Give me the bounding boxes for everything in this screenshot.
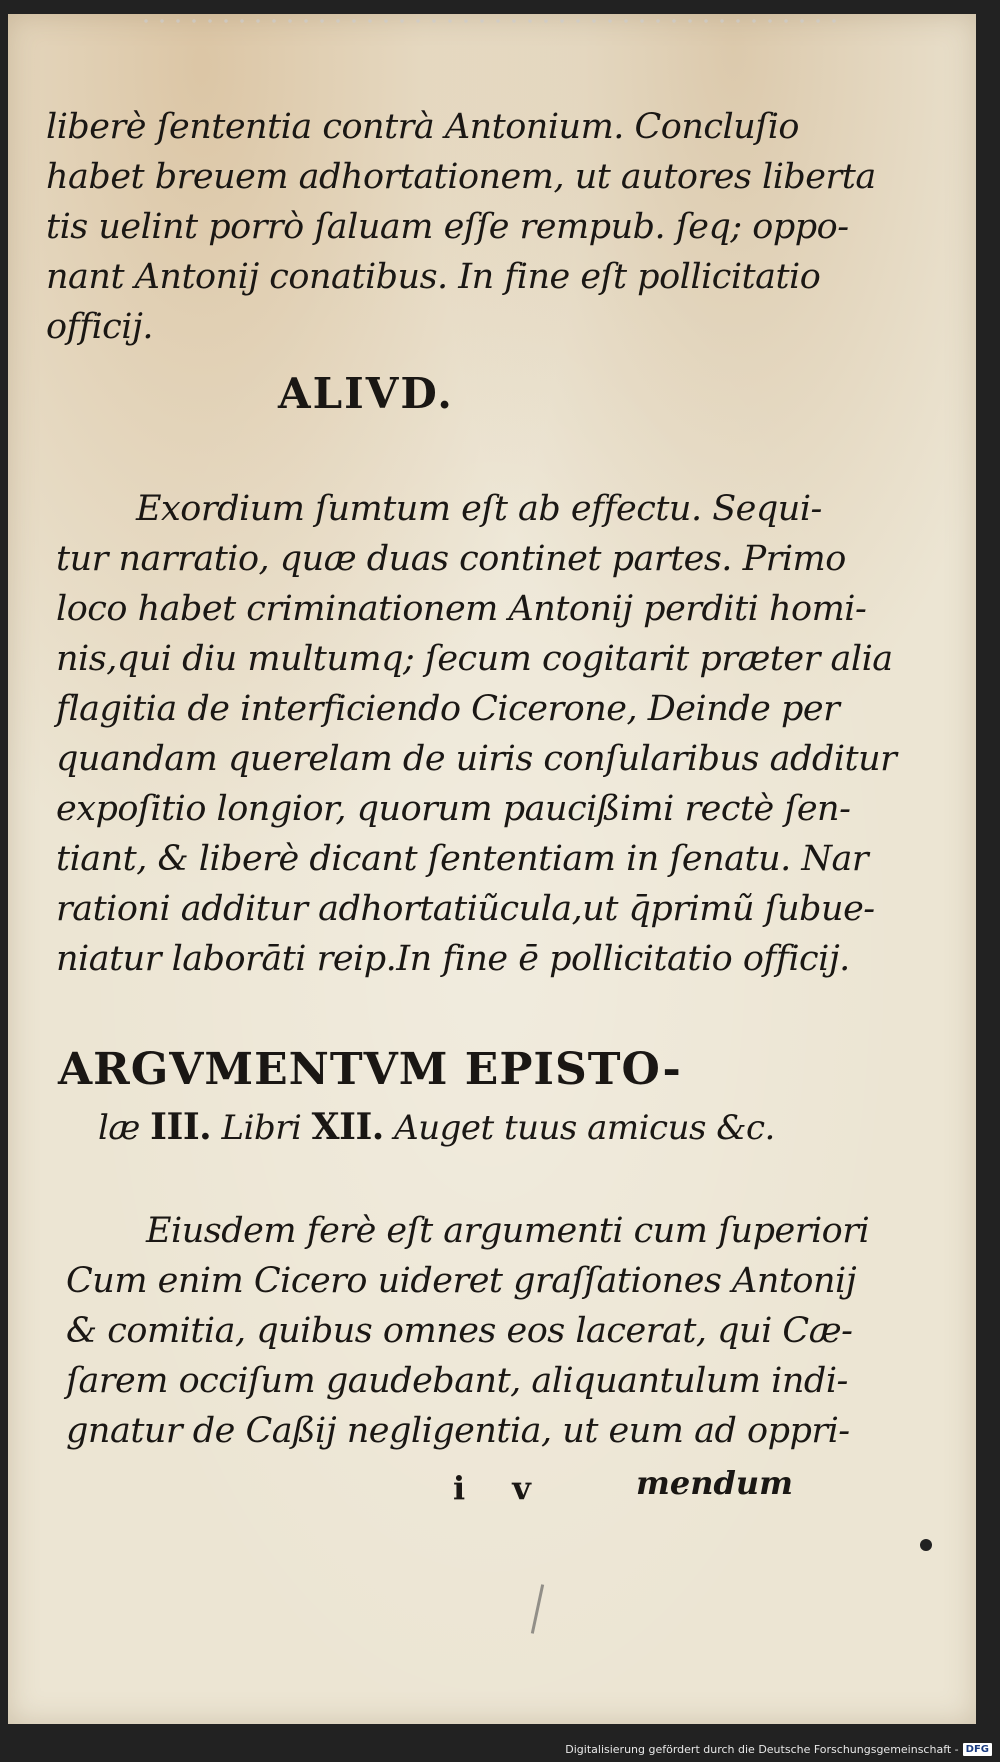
text-line: niatur laborāti reip.In fine ē pollicitatio officij. [56,939,850,979]
book-number: XII. [311,1106,384,1148]
text-line: flagitia de interficiendo Cicerone, Deinde per [56,689,840,729]
text-line: gnatur de Caßij negligentia, ut eum ad oppri- [66,1411,850,1451]
text-line: loco habet criminationem Antonij perditi homi- [56,589,867,629]
text-line: liberè ſententia contrà Antonium. Concluſio [46,107,799,147]
ink-stroke [531,1584,544,1634]
text-line: nis,qui diu multumq; ſecum cogitarit præter alia [56,639,893,679]
dfg-logo-icon: DFG [963,1743,992,1756]
epistle-number: III. [150,1106,212,1148]
book-page [8,14,976,1724]
text-block-argumentum [66,1206,870,1456]
text-line: & comitia, quibus omnes eos lacerat, qui Cæ- [66,1311,853,1351]
text-line: habet breuem adhortationem, ut autores liberta [46,157,876,197]
text-line: Cum enim Cicero uideret graſſationes Antonij [66,1261,857,1301]
text-line: nant Antonij conatibus. In fine eſt pollicitatio [46,257,821,297]
text-line: tur narratio, quæ duas continet partes. Primo [56,539,846,579]
text-line: quandam querelam de uiris conſularibus additur [56,739,897,779]
text-line: officij. [46,307,153,347]
text-line: Eiusdem ferè eſt argumenti cum ſuperiori [146,1211,870,1251]
argumentum-pre: læ [98,1108,151,1148]
argumentum-libri: Libri [211,1108,312,1148]
text-line: rationi additur adhortatiũcula,ut q̄primũ ſubue- [56,889,875,929]
text-line: expoſitio longior, quorum paucißimi rectè ſen- [56,789,851,829]
text-line: tiant, & liberè dicant ſententiam in ſenatu. Nar [56,839,869,879]
catchword: mendum [636,1464,793,1502]
argumentum-heading: ARGVMENTVM EPISTO- [58,1044,682,1095]
text-block-intro [46,102,876,352]
signature-mark: i v [453,1469,549,1507]
digitization-footer [565,1743,992,1756]
argumentum-incipit: Auget tuus amicus &c. [383,1108,775,1148]
footer-text: Digitalisierung gefördert durch die Deutsche Forschungsgemeinschaft - [565,1743,959,1756]
text-block-aliud [56,484,897,984]
argumentum-subheading [98,1106,775,1148]
binding-edge [138,18,838,24]
text-line: tis uelint porrò ſaluam eſſe rempub. ſeq; oppo- [46,207,849,247]
section-heading-aliud: ALIVD. [278,369,454,418]
text-line: Exordium ſumtum eſt ab effectu. Sequi- [136,489,822,529]
ink-dot [920,1539,932,1551]
text-line: ſarem occiſum gaudebant, aliquantulum indi- [66,1361,848,1401]
